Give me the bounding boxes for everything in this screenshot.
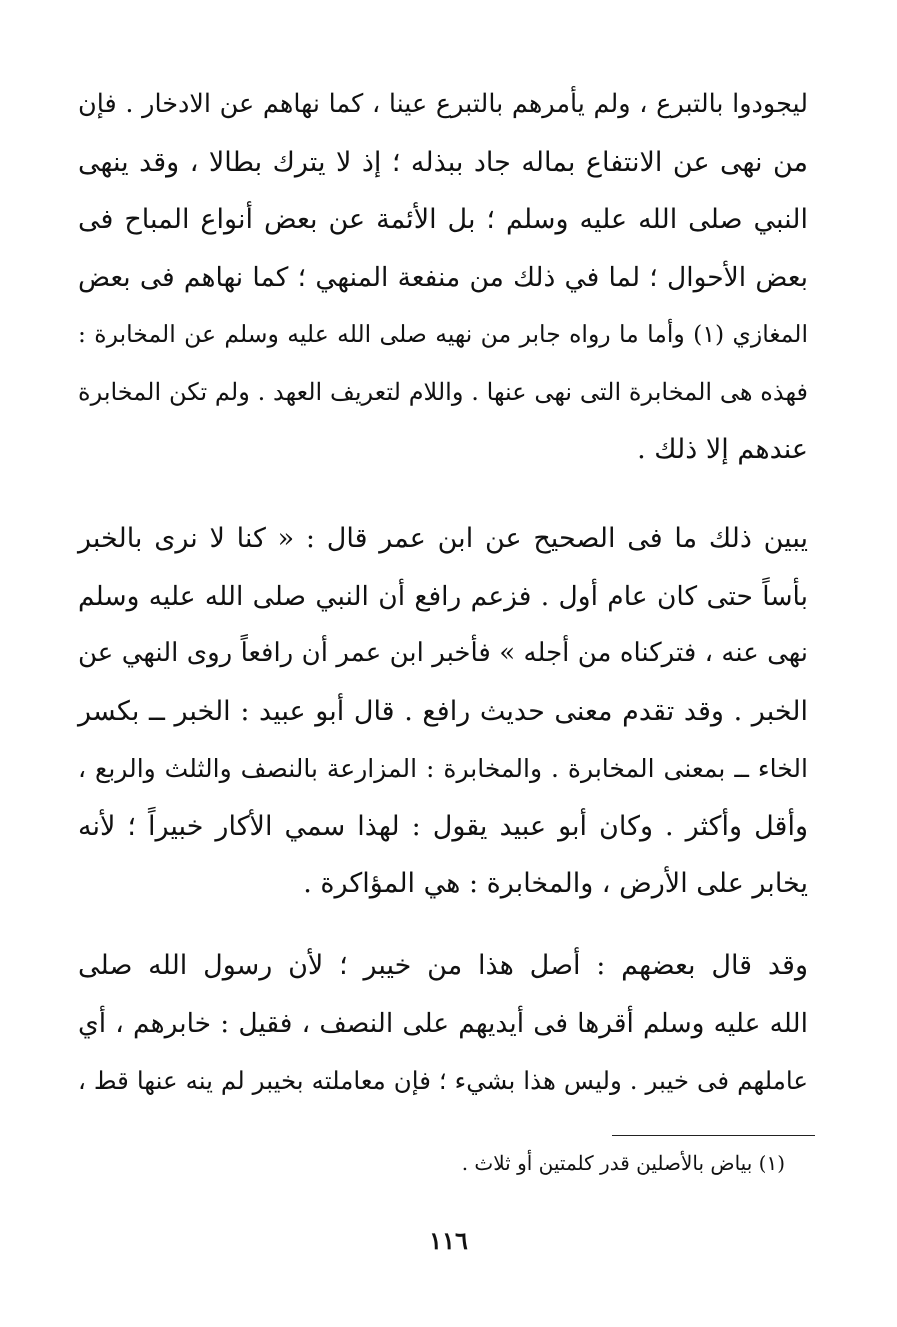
text-line: فهذه هى المخابرة التى نهى عنها . واللام لتعريف العهد . ولم تكن المخابرة xyxy=(78,377,808,406)
text-line: عاملهم فى خيبر . وليس هذا بشيء ؛ فإن معاملته بخيبر لم ينه عنها قط ، xyxy=(78,1066,808,1095)
text-line: ليجودوا بالتبرع ، ولم يأمرهم بالتبرع عينا ، كما نهاهم عن الادخار . فإن xyxy=(78,89,808,119)
text-line: من نهى عن الانتفاع بماله جاد ببذله ؛ إذ لا يترك بطالا ، وقد ينهى xyxy=(78,146,808,178)
footnote-separator xyxy=(612,1135,815,1136)
text-line: وقد قال بعضهم : أصل هذا من خيبر ؛ لأن رسول الله صلى xyxy=(78,950,808,981)
paragraph-3 xyxy=(78,937,808,1110)
text-line: يبين ذلك ما فى الصحيح عن ابن عمر قال : « كنا لا نرى بالخبر xyxy=(78,523,808,554)
text-line: يخابر على الأرض ، والمخابرة : هي المؤاكرة . xyxy=(303,868,808,899)
text-line: نهى عنه ، فتركناه من أجله » فأخبر ابن عمر أن رافعاً روى النهي عن xyxy=(78,638,808,668)
text-line: بأساً حتى كان عام أول . فزعم رافع أن النبي صلى الله عليه وسلم xyxy=(78,580,808,612)
paragraph-2 xyxy=(78,510,808,913)
paragraph-1 xyxy=(78,76,808,479)
footnote: (١) بياض بالأصلين قدر كلمتين أو ثلاث . xyxy=(461,1151,785,1175)
text-line: الخبر . وقد تقدم معنى حديث رافع . قال أبو عبيد : الخبر ــ بكسر xyxy=(78,695,808,727)
page-number: ١١٦ xyxy=(429,1226,468,1255)
text-line: وأقل وأكثر . وكان أبو عبيد يقول : لهذا سمي الأكار خبيراً ؛ لأنه xyxy=(78,810,808,842)
text-line: الله عليه وسلم أقرها فى أيديهم على النصف ، فقيل : خابرهم ، أي xyxy=(78,1007,808,1039)
text-line: عندهم إلا ذلك . xyxy=(637,434,808,465)
text-line: المغازي (١) وأما ما رواه جابر من نهيه صلى الله عليه وسلم عن المخابرة : xyxy=(78,320,808,348)
text-line: بعض الأحوال ؛ لما في ذلك من منفعة المنهي ؛ كما نهاهم فى بعض xyxy=(78,261,808,293)
text-line: الخاء ــ بمعنى المخابرة . والمخابرة : المزارعة بالنصف والثلث والربع ، xyxy=(78,754,808,783)
text-line: النبي صلى الله عليه وسلم ؛ بل الأئمة عن بعض أنواع المباح فى xyxy=(78,204,808,235)
